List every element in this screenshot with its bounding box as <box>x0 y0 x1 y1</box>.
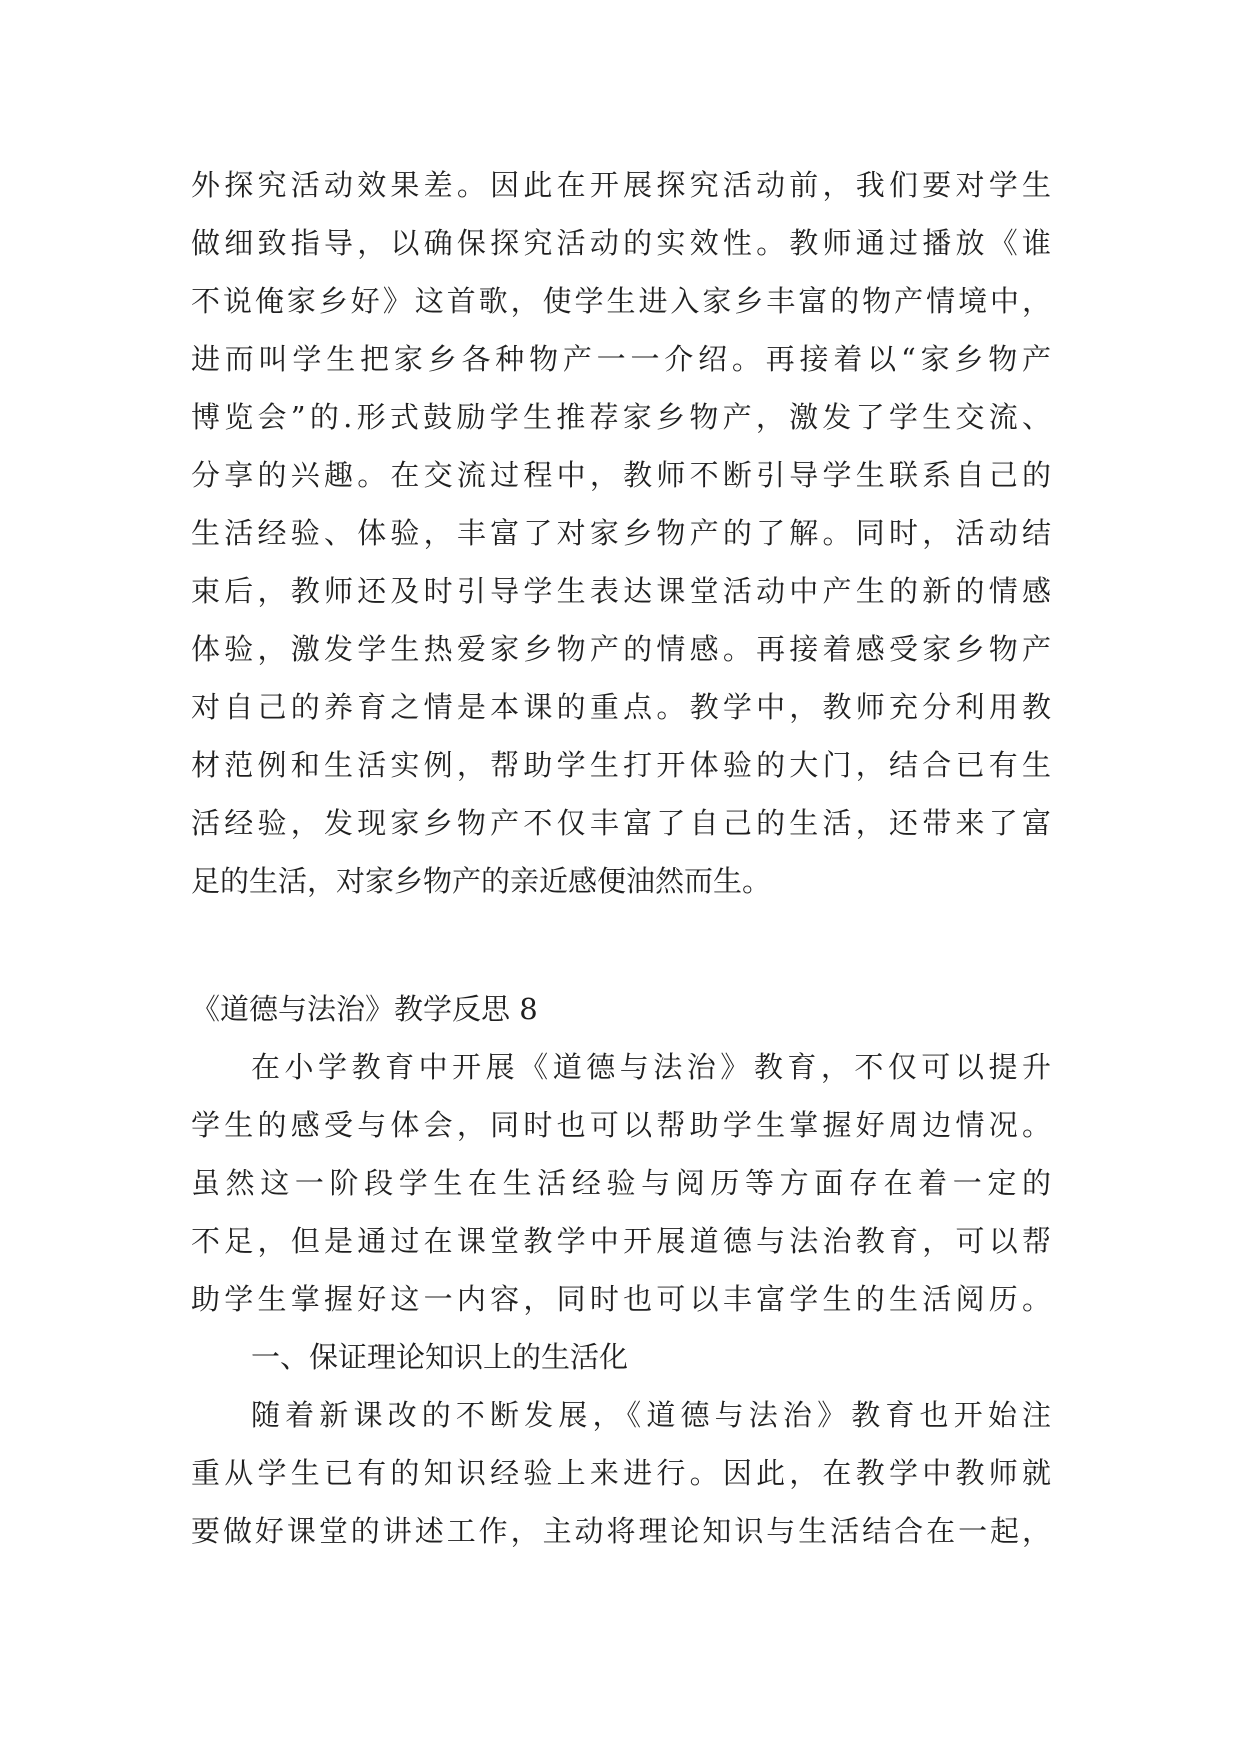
paragraph-intro <box>191 1038 1051 1328</box>
paragraph-line: 对自己的养育之情是本课的重点。教学中，教师充分利用教 <box>191 690 1051 724</box>
paragraph-line: 虽然这一阶段学生在生活经验与阅历等方面存在着一定的 <box>191 1166 1051 1200</box>
paragraph-line: 学生的感受与体会，同时也可以帮助学生掌握好周边情况。 <box>191 1108 1051 1142</box>
paragraph-line: 体验，激发学生热爱家乡物产的情感。再接着感受家乡物产 <box>191 632 1051 666</box>
paragraph-line: 不足，但是通过在课堂教学中开展道德与法治教育，可以帮 <box>191 1224 1051 1258</box>
paragraph-line: 束后，教师还及时引导学生表达课堂活动中产生的新的情感 <box>191 574 1051 608</box>
paragraph-line: 分享的兴趣。在交流过程中，教师不断引导学生联系自己的 <box>191 458 1051 492</box>
paragraph-line: 做细致指导，以确保探究活动的实效性。教师通过播放《谁 <box>191 226 1051 260</box>
paragraph-home-products <box>191 156 1051 910</box>
paragraph-line: 进而叫学生把家乡各种物产一一介绍。再接着以“家乡物产 <box>191 342 1051 376</box>
paragraph-line: 生活经验、体验，丰富了对家乡物产的了解。同时，活动结 <box>191 516 1051 550</box>
paragraph-line: 活经验，发现家乡物产不仅丰富了自己的生活，还带来了富 <box>191 806 1051 840</box>
paragraph-curriculum <box>191 1386 1051 1560</box>
paragraph-line: 足的生活，对家乡物产的亲近感便油然而生。 <box>191 864 772 898</box>
text-column <box>191 156 1051 1560</box>
section-title: 《道德与法治》教学反思 8 <box>191 992 538 1026</box>
paragraph-line: 外探究活动效果差。因此在开展探究活动前，我们要对学生 <box>191 168 1051 202</box>
paragraph-line: 博览会”的.形式鼓励学生推荐家乡物产，激发了学生交流、 <box>191 400 1051 434</box>
subheading: 一、保证理论知识上的生活化 <box>251 1340 629 1374</box>
paragraph-line: 材范例和生活实例，帮助学生打开体验的大门，结合已有生 <box>191 748 1051 782</box>
paragraph-line: 要做好课堂的讲述工作，主动将理论知识与生活结合在一起， <box>191 1514 1051 1548</box>
paragraph-line: 助学生掌握好这一内容，同时也可以丰富学生的生活阅历。 <box>191 1282 1051 1316</box>
section-gap <box>191 910 1051 980</box>
paragraph-line: 不说俺家乡好》这首歌，使学生进入家乡丰富的物产情境中， <box>191 284 1051 318</box>
paragraph-line: 在小学教育中开展《道德与法治》教育，不仅可以提升 <box>251 1050 1051 1084</box>
paragraph-line: 随着新课改的不断发展，《道德与法治》教育也开始注 <box>251 1398 1051 1432</box>
paragraph-line: 重从学生已有的知识经验上来进行。因此，在教学中教师就 <box>191 1456 1051 1490</box>
